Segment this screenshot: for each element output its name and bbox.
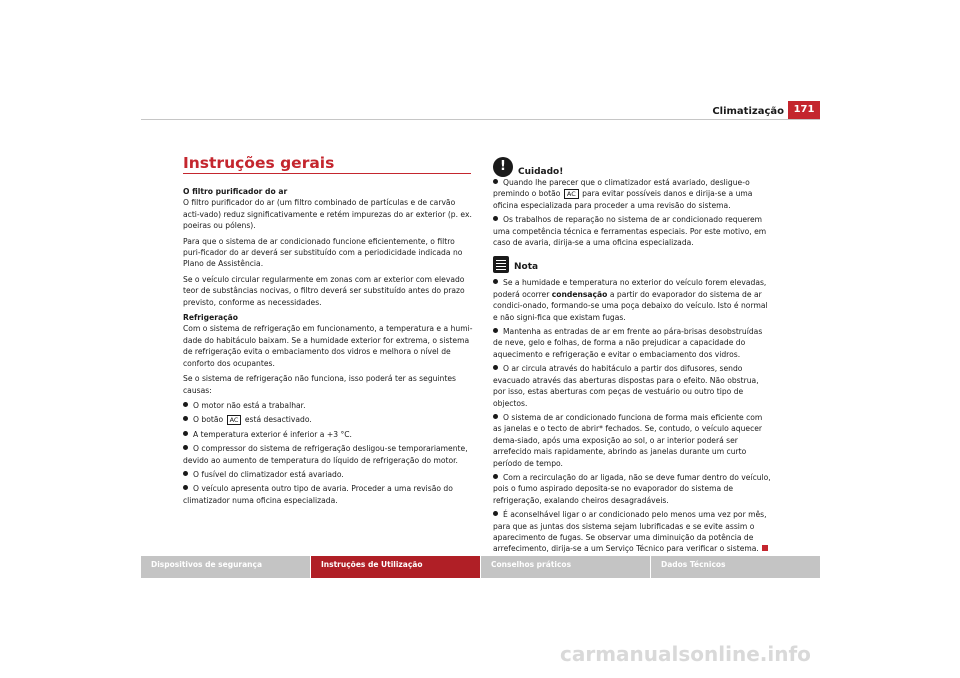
- list-item: O motor não está a trabalhar.: [183, 400, 473, 411]
- list-item: Quando lhe parecer que o climatizador está avariado, desligue-o premindo o botão AC para evitar possíveis danos e dirija-se a uma oficina especializada para proceder a uma revisão do sistema.: [493, 178, 753, 210]
- list-item: O veículo apresenta outro tipo de avaria. Proceder a uma revisão do climatizador numa oficina especializada.: [183, 484, 453, 505]
- ac-key-symbol: AC: [564, 189, 579, 199]
- bullet-icon: [493, 365, 498, 370]
- section-end-icon: [762, 545, 768, 551]
- note-header: [493, 256, 771, 273]
- list-item: Os trabalhos de reparação no sistema de ar condicionado requerem uma competência técnica e ferramentas especiais. Por este motivo, em caso de avaria, dirija-se a uma oficina especializada.: [493, 215, 767, 248]
- page-title: Instruções gerais: [183, 154, 335, 172]
- footer-nav: [141, 556, 820, 578]
- note-icon: [493, 256, 509, 273]
- filter-paragraph-3: Se o veículo circular regularmente em zonas com ar exterior com elevado teor de substâncias nocivas, o filtro deverá ser substituído antes do prazo previsto, conforme as necessidades.: [183, 274, 465, 307]
- bullet-icon: [183, 471, 188, 476]
- list-item: O compressor do sistema de refrigeração desligou-se temporariamente, devido ao aumento de temperatura do líquido de refrigeração do motor.: [183, 444, 468, 465]
- list-item: O fusível do climatizador está avariado.: [183, 469, 473, 480]
- list-item: O sistema de ar condicionado funciona de forma mais eficiente com as janelas e o tecto de abrir* fechados. Se, contudo, o veículo aquecer dema-siado, após uma exposição ao sol, o ar interior poderá ser arrefecido mais rapidamente, abrindo as janelas durante um curto período de tempo.: [493, 412, 763, 468]
- tab-conselhos-praticos[interactable]: Conselhos práticos: [481, 556, 650, 578]
- bullet-icon: [183, 416, 188, 421]
- warning-title: Cuidado!: [518, 167, 564, 177]
- filter-paragraph-1: O filtro purificador do ar (um filtro combinado de partículas e de carvão acti-vado) reduz significativamente e retém impurezas do ar exterior (p. ex. poeiras ou pólens).: [183, 198, 472, 231]
- list-item: Mantenha as entradas de ar em frente ao pára-brisas desobstruídas de neve, gelo e folhas, de forma a não prejudicar a capacidade do aquecimento e refrigeração e evitar o embaciamento dos vidros.: [493, 327, 763, 359]
- bullet-icon: [183, 485, 188, 490]
- bullet-icon: [183, 402, 188, 407]
- tab-instrucoes-utilizacao[interactable]: Instruções de Utilização: [311, 556, 480, 578]
- bullet-icon: [493, 511, 498, 516]
- bullet-icon: [493, 474, 498, 479]
- title-rule: [183, 173, 471, 174]
- note-title: Nota: [514, 262, 539, 273]
- header-rule: [141, 119, 820, 120]
- bullet-icon: [493, 328, 498, 333]
- cooling-heading: Refrigeração: [183, 313, 238, 323]
- right-column: [493, 177, 771, 558]
- list-item: É aconselhável ligar o ar condicionado pelo menos uma vez por mês, para que as juntas dos sistema sejam lubrificadas e se evite assim o aparecimento de fugas. Se observar uma diminuição da potência de arrefecimento, dirija-se a um Serviço Técnico para verificar o sistema.: [493, 510, 767, 554]
- list-item: Se a humidade e temperatura no exterior do veículo forem elevadas, poderá ocorrer condensação a partir do evaporador do sistema de ar condici-onado, formando-se uma poça debaixo do veículo. Isto é normal e não signi-fica que existam fugas.: [493, 278, 768, 322]
- left-column: [183, 186, 473, 509]
- page-number: 171: [788, 101, 820, 119]
- ac-key-symbol: AC: [227, 415, 242, 425]
- list-item: Com a recirculação do ar ligada, não se deve fumar dentro do veículo, pois o fumo aspirado deposita-se no evaporador do sistema de refrigeração, exalando cheiros desagradáveis.: [493, 472, 771, 505]
- bullet-icon: [493, 414, 498, 419]
- warning-header: [493, 151, 563, 177]
- list-item: A temperatura exterior é inferior a +3 °C.: [183, 429, 473, 440]
- bullet-icon: [183, 431, 188, 436]
- bullet-icon: [493, 179, 498, 184]
- warning-icon: !: [493, 157, 513, 177]
- bullet-icon: [493, 216, 498, 221]
- tab-dados-tecnicos[interactable]: Dados Técnicos: [651, 556, 820, 578]
- filter-heading: O filtro purificador do ar: [183, 187, 288, 196]
- bullet-icon: [183, 445, 188, 450]
- list-item: O botão AC está desactivado.: [183, 414, 473, 425]
- watermark-text: carmanualsonline.info: [560, 642, 811, 666]
- tab-dispositivos-seguranca[interactable]: Dispositivos de segurança: [141, 556, 310, 578]
- filter-paragraph-2: Para que o sistema de ar condicionado funcione eficientemente, o filtro puri-ficador do ar deverá ser substituído com a periodicidade indicada no Plano de Assistência.: [183, 236, 463, 269]
- bullet-icon: [493, 279, 498, 284]
- running-header-section: Climatização: [712, 106, 784, 117]
- cooling-paragraph-2: Se o sistema de refrigeração não funciona, isso poderá ter as seguintes causas:: [183, 374, 456, 395]
- list-item: O ar circula através do habitáculo a partir dos difusores, sendo evacuado através das aberturas dispostas para o efeito. Não obstrua, por isso, estas aberturas com peças de vestuário ou outro tipo de objectos.: [493, 364, 759, 408]
- cooling-paragraph-1: Com o sistema de refrigeração em funcionamento, a temperatura e a humi-dade do habitáculo baixam. Se a humidade exterior for extrema, o sistema de refrigeração evita o embaciamento dos vidros e melhora o nível de conforto dos ocupantes.: [183, 324, 473, 368]
